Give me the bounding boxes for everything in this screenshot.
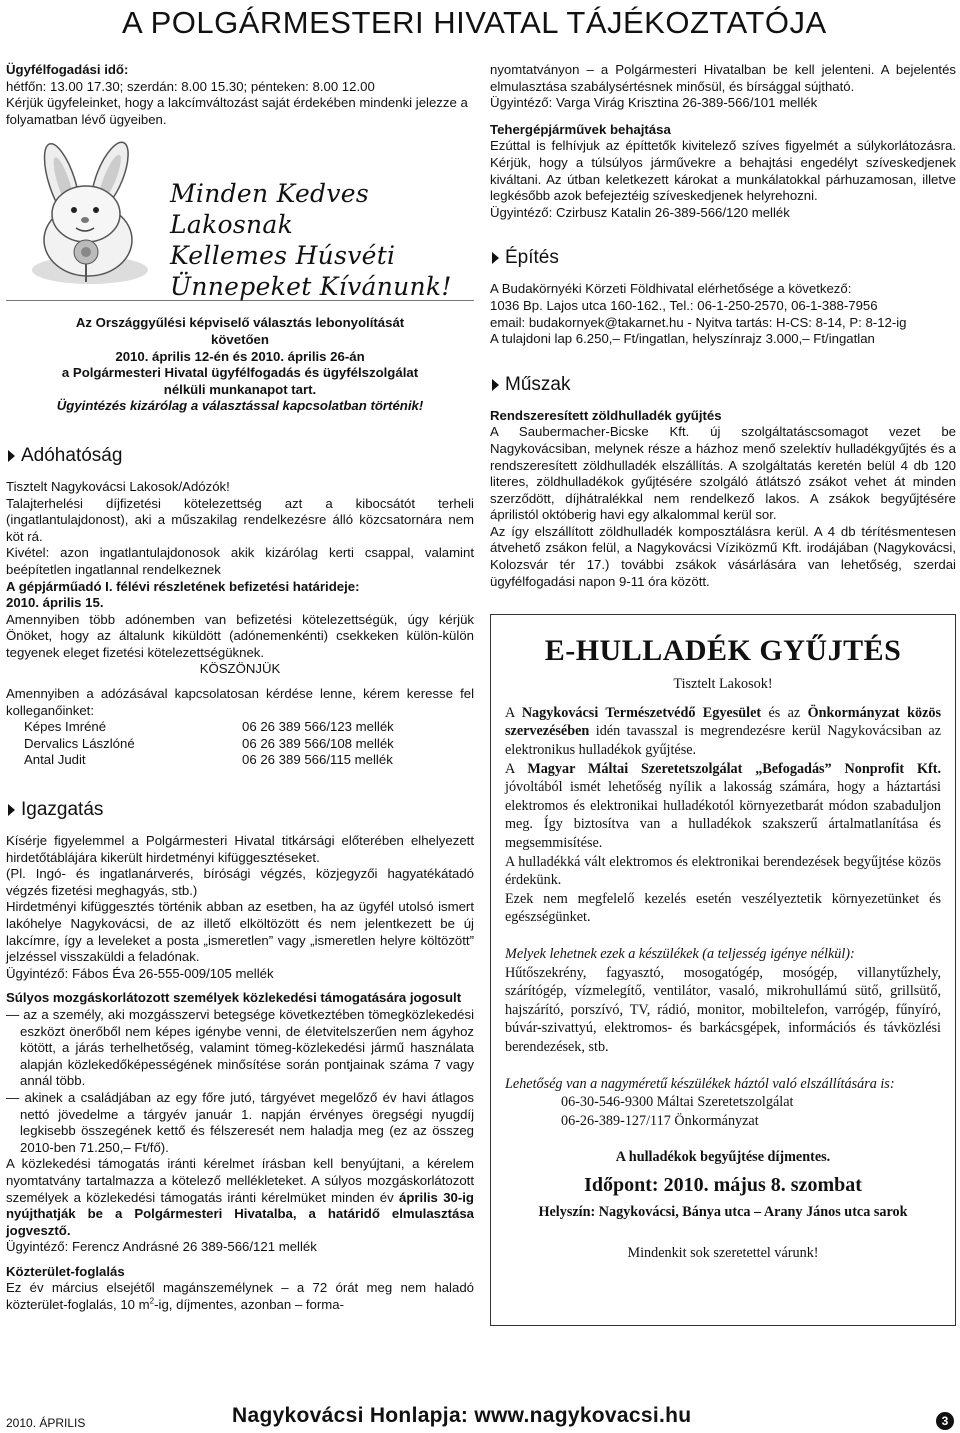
support-contact: Ügyintéző: Ferencz Andrásné 26 389-566/121 mellék <box>6 1239 317 1255</box>
text: A <box>505 760 515 777</box>
e-waste-salutation: Tisztelt Lakosok! <box>673 676 773 693</box>
support-title: Súlyos mozgáskorlátozott személyek közlekedési támogatására jogosult <box>6 990 462 1006</box>
contact-name: Képes Imréné <box>24 719 107 735</box>
building-line: A tulajdoni lap 6.250,– Ft/ingatlan, helyszínrajz 3.000,– Ft/ingatlan <box>490 331 875 347</box>
admin-paragraph: (Pl. Ingó- és ingatlanárverés, bírósági végzés, közjegyzői hagyatékátadó végzés fizetési meghagyás, stb.) <box>6 866 474 898</box>
section-heading-igazgatas <box>6 799 474 821</box>
contact-name: Antal Judit <box>24 752 86 768</box>
org-name: Önkormányzat közös szervezésében <box>505 704 942 740</box>
tax-paragraph: Talajterhelési díjfizetési kötelezettség azt a kibocsátót terheli (ingatlantulajdonost), aki a műszakilag rendelkezésre álló közcsatornára nem köt rá. <box>6 495 474 544</box>
tax-deadline: A gépjárműadó I. félévi részletének befizetési határideje: <box>6 578 360 594</box>
green-waste-paragraph: Az így elszállított zöldhulladék komposztálásra kerül. A 4 db térítésmentesen átvehető zsákon felül, a Nagykovácsi Víziközmű Kft. irodájában (Nagykovácsi, Kolozsvár tér 17.) további zsákok vásárlására van lehetőség, szerdai ügyfélfogadási napon 9-11 óra között. <box>490 523 956 589</box>
closing-line: Mindenkit sok szeretettel várunk! <box>627 1244 819 1261</box>
election-notice <box>6 315 474 415</box>
support-bullet: — az a személy, aki mozgásszervi betegsége következtében tömegközlekedési eszközt önerőből nem képes igénybe venni, de életvitelszerűen nem ágyhoz kötött, a járás terhelhetőség, valamint tömeg-közlekedési jármű használata alapján közlekedőképességének minősítése során pontjainak száma 7 vagy annál több. <box>6 1006 474 1089</box>
section-arrow-icon <box>8 804 15 816</box>
superscript: 2 <box>149 1296 155 1306</box>
public-space-text: -ig, díjmentes, azonban – forma- <box>154 1297 344 1313</box>
support-deadline: április 30-ig nyújthatják be a Polgármesteri Hivatalba, a határidő elmulasztása jogvesztő. <box>6 1189 474 1238</box>
support-text: A közlekedési támogatás iránti kérelmet írásban kell benyújtani, a kérelem nyomtatvány tartalmazza a kötelező mellékleteket. A súlyos mozgáskorlátozott személyek a közlekedési támogatás iránti kérelmüket minden év <box>6 1156 474 1205</box>
device-list: Hűtőszekrény, fagyasztó, mosogatógép, mosógép, villanytűzhely, szárítógép, vízmelegítő, ventilátor, vasaló, mikrohullámú sütő, grillsütő, hajszárító, porszívó, TV, rádió, monitor, mobiltelefon, varrógép, fűnyíró, búvár-szivattyú, elektromos- és barkácsgépek, információs és távközlési berendezések, stb. <box>505 964 941 1055</box>
truck-paragraph: Ezúttal is felhívjuk az építtetők kivitelező szíves figyelmét a súlykorlátozásra. Kérjük, hogy a túlsúlyos járművekre a behajtási engedélyt szíveskedjenek kiváltani. Az útban keletkezett károkat a munkálatokkal párhuzamosan, illetve legkésőbb azok befejeztéig szíveskedjenek helyrehozni. <box>490 138 956 204</box>
tax-deadline-date: 2010. április 15. <box>6 595 104 611</box>
tax-thanks: KÖSZÖNJÜK <box>199 661 281 677</box>
admin-contact: Ügyintéző: Fábos Éva 26-555-009/105 mellék <box>6 965 274 981</box>
contact-phone: 06 26 389 566/115 mellék <box>242 752 393 768</box>
section-heading-adohatosag <box>6 445 474 467</box>
e-waste-box <box>490 614 956 1326</box>
collection-date: Időpont: 2010. május 8. szombat <box>584 1173 862 1196</box>
office-hours-title: Ügyfélfogadási idő: <box>6 62 129 77</box>
notice-italic-line: Ügyintézés kizárólag a választással kapcsolatban történik! <box>56 398 424 414</box>
footer-website: Nagykovácsi Honlapja: www.nagykovacsi.hu <box>232 1404 692 1427</box>
device-list-title: Melyek lehetnek ezek a készülékek (a teljesség igénye nélkül): <box>505 945 855 962</box>
contact-row <box>6 752 474 769</box>
footer-issue: 2010. ÁPRILIS <box>6 1416 86 1430</box>
collection-place: Helyszín: Nagykovácsi, Bánya utca – Arany János utca sarok <box>538 1203 908 1220</box>
section-heading-text: Igazgatás <box>21 799 104 821</box>
public-space-title: Közterület-foglalás <box>6 1263 125 1279</box>
office-hours-note: Kérjük ügyfeleinket, hogy a lakcímváltozást saját érdekében mindenki jelezze a folyamatban lévő ügyeiben. <box>6 95 468 127</box>
text: A <box>505 704 515 721</box>
public-space-text: Ez év március elsejétől magánszemélynek – a 72 órát meg nem haladó közterület-foglalás, 10 m <box>6 1280 474 1313</box>
admin-paragraph: Hirdetményi kifüggesztés történik abban az esetben, ha az ügyfél utolsó ismert lakóhelye Nagykovácsi, de az illető elköltözött és nem jelentkezett be új lakcímre, így a leveleket a posta „ismeretlen” vagy „ismeretlen helyre költözött” jelzéssel visszaküldi a feladónak. <box>6 899 474 965</box>
pickup-phone: 06-26-389-127/117 Önkormányzat <box>561 1112 759 1129</box>
pickup-phone: 06-30-546-9300 Máltai Szeretetszolgálat <box>561 1094 794 1111</box>
notice-line: a Polgármesteri Hivatal ügyfélfogadás és ügyfélszolgálat <box>61 365 419 381</box>
section-heading-text: Műszak <box>505 373 571 395</box>
tax-contact-list <box>6 719 474 769</box>
contact-phone: 06 26 389 566/123 mellék <box>242 719 394 735</box>
tax-paragraph: Amennyiben a adózásával kapcsolatosan kérdése lenne, kérem keresse fel kolleganőinket: <box>6 686 474 718</box>
green-waste-title: Rendszeresített zöldhulladék gyűjtés <box>490 407 722 423</box>
page-number: 3 <box>936 1412 954 1430</box>
easter-greeting-text <box>170 178 474 302</box>
text: és az <box>768 704 801 721</box>
support-bullet: — akinek a családjában az egy főre jutó, tárgyévet megelőző év havi átlagos nettó jövedelme a tárgyév január 1. napján érvényes öregségi nyugdíj legkisebb összegének kettő és félszeresét nem haladja meg (ez az összeg 2010-ben 71.250,– Ft/fő). <box>6 1089 474 1155</box>
public-space-paragraph <box>6 1280 474 1313</box>
notice-line: 2010. április 12-én és 2010. április 26-án <box>115 348 365 364</box>
greeting-line: Kellemes Húsvéti <box>170 241 396 271</box>
contact-name: Dervalics Lászlóné <box>24 735 135 751</box>
section-arrow-icon <box>492 379 499 391</box>
building-line: email: budakornyek@takarnet.hu - Nyitva tartás: H-CS: 8-14, P: 8-12-ig <box>490 314 907 330</box>
greeting-line: Ünnepeket Kívánunk! <box>170 272 452 302</box>
admin-paragraph: Kísérje figyelemmel a Polgármesteri Hivatal titkársági előterében elhelyezett hirdetőtáblájára kikerült hirdetményi kifüggesztéseket. <box>6 833 474 865</box>
green-waste-paragraph: A Saubermacher-Bicske Kft. új szolgáltatáscsomagot vezet be Nagykovácsiban, melynek része a házhoz menő szelektív hulladékgyűjtés és a rendszeresített zöldhulladék elszállítás. A szolgáltatás keretén belül 4 db 120 literes, zöldhulladékok gyűjtésére szolgáló átlátszó zsákot vehet át minden szerződött, díjhátralékkal nem rendelkező lakos. A zsákok begyűjtésére áprilistól októberig havi egy alkalommal kerül sor. <box>490 424 956 523</box>
tax-salutation: Tisztelt Nagykovácsi Lakosok/Adózók! <box>6 478 230 494</box>
easter-bunny-illustration <box>24 140 154 288</box>
notice-line: Az Országgyűlési képviselő választás lebonyolítását <box>75 315 405 331</box>
e-waste-paragraph <box>505 760 941 853</box>
truck-title: Tehergépjárművek behajtása <box>490 121 671 137</box>
text: jóvoltából ismét lehetőség nyílik a lakosság számára, hogy a háztartási elektromos és elektronikai hulladékotól környezetbarát módon szabaduljon meg. Így biztosítva van a hulladékok szakszerű ártalmatlanítása és megsemmisítése. <box>505 779 941 851</box>
left-column <box>6 62 474 1314</box>
org-name: Magyar Máltai Szeretetszolgálat „Befogadás” Nonprofit Kft. <box>527 760 942 777</box>
e-waste-title: E-HULLADÉK GYŰJTÉS <box>544 634 902 668</box>
section-heading-text: Adóhatóság <box>21 444 123 466</box>
support-paragraph <box>6 1156 474 1239</box>
e-waste-paragraph: Ezek nem megfelelő kezelés esetén veszélyeztetik környezetünket és egészségünket. <box>505 890 941 926</box>
continuation-paragraph: nyomtatványon – a Polgármesteri Hivatalban be kell jelenteni. A bejelentés elmulasztása szabálysértésnek minősül, és bírsággal sújtható. <box>490 62 956 94</box>
easter-greeting <box>6 140 474 302</box>
building-line: 1036 Bp. Lajos utca 160-162., Tel.: 06-1-250-2570, 06-1-388-7956 <box>490 297 878 313</box>
notice-line: nélküli munkanapot tart. <box>163 381 317 397</box>
section-arrow-icon <box>492 252 499 264</box>
tax-paragraph: Amennyiben több adónemben van befizetési kötelezettségük, úgy kérjük Önöket, hogy az általunk kiküldött (adónemenkénti) csekkeken külön-külön tegyenek eleget fizetési kötelezettségüknek. <box>6 611 474 660</box>
tax-paragraph: Kivétel: azon ingatlantulajdonosok akik kizárólag kerti csappal, valamint beépítetlen ingatlannal rendelkeznek <box>6 545 474 577</box>
section-arrow-icon <box>8 450 15 462</box>
section-heading-text: Építés <box>505 247 559 269</box>
free-collection-note: A hulladékok begyűjtése díjmentes. <box>615 1149 831 1166</box>
page-banner <box>0 0 960 44</box>
e-waste-paragraph: A hulladékká vált elektromos és elektronikai berendezések begyűjtése közös érdekünk. <box>505 853 941 889</box>
notice-line: követően <box>211 331 269 347</box>
text: idén tavasszal is megrendezésre kerül Nagykovácsiban az elektronikus hulladékok gyűjtése. <box>505 723 942 759</box>
right-column <box>490 62 956 1326</box>
continuation-contact: Ügyintéző: Varga Virág Krisztina 26-389-566/101 mellék <box>490 95 818 111</box>
contact-row <box>6 719 474 736</box>
contact-row <box>6 736 474 753</box>
page-title: A POLGÁRMESTERI HIVATAL TÁJÉKOZTATÓJA <box>122 5 827 40</box>
office-hours-text: hétfőn: 13.00 17.30; szerdán: 8.00 15.30; pénteken: 8.00 12.00 <box>6 78 375 94</box>
e-waste-paragraph <box>505 704 941 760</box>
section-heading-epites <box>490 247 956 269</box>
contact-phone: 06 26 389 566/108 mellék <box>242 735 394 751</box>
pickup-note: Lehetőség van a nagyméretű készülékek háztól való elszállítására is: <box>505 1075 895 1092</box>
greeting-line: Minden Kedves Lakosnak <box>170 179 369 240</box>
section-heading-muszak <box>490 374 956 396</box>
truck-contact: Ügyintéző: Czirbusz Katalin 26-389-566/120 mellék <box>490 204 790 220</box>
org-name: Nagykovácsi Természetvédő Egyesület <box>521 704 762 721</box>
building-line: A Budakörnyéki Körzeti Földhivatal elérhetősége a következő: <box>490 281 852 297</box>
